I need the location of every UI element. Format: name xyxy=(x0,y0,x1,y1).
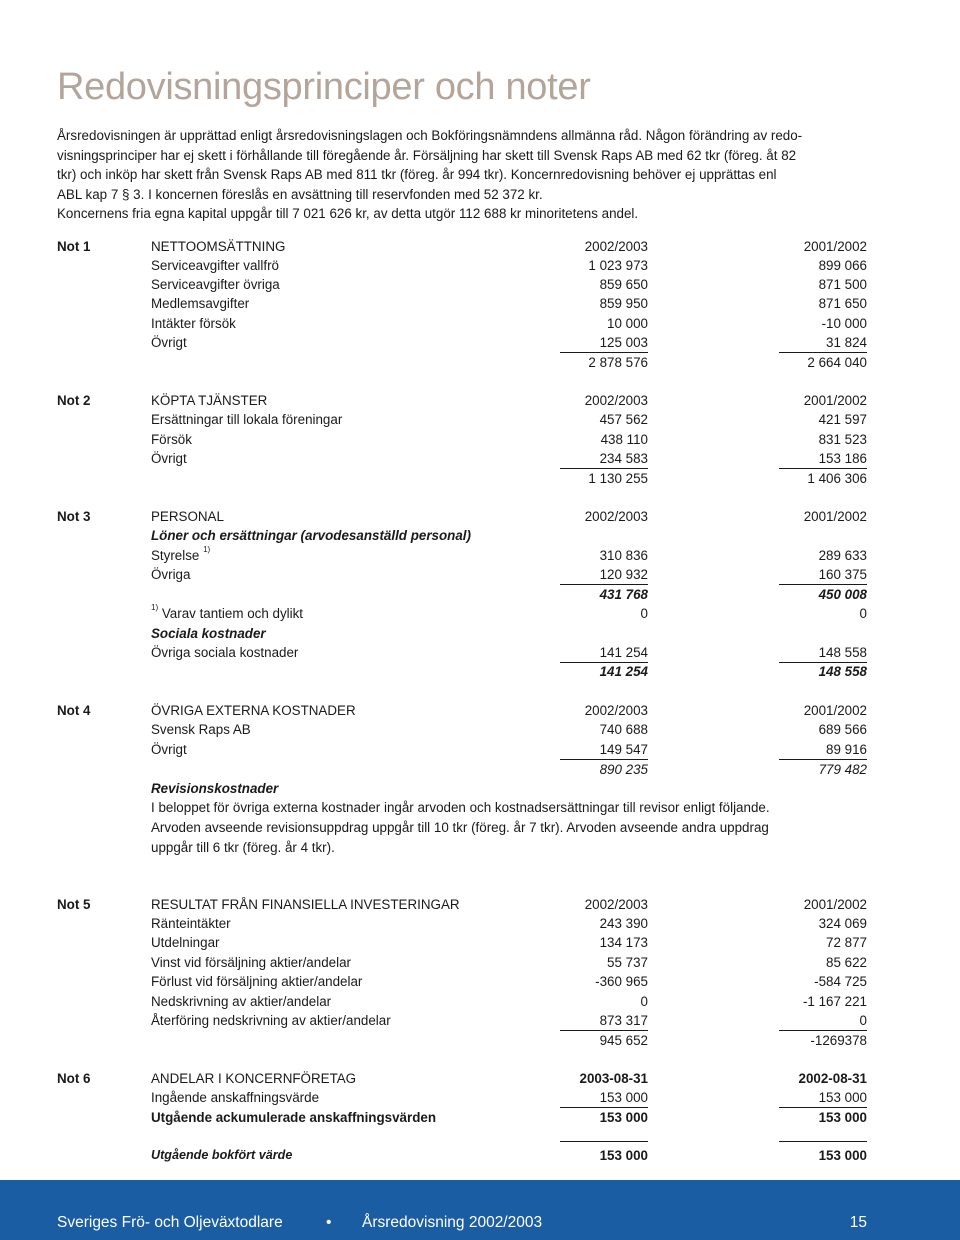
total-previous: -1269378 xyxy=(810,1033,867,1048)
note-5-label: Not 5 xyxy=(57,897,91,912)
value-current: -360 965 xyxy=(595,974,648,989)
total-row xyxy=(151,353,867,373)
table-row xyxy=(151,1108,867,1128)
value-current: 0 xyxy=(640,994,648,1009)
intro-line: ABL kap 7 § 3. I koncernen föreslås en avsättning till reservfonden med 52 372 kr. xyxy=(57,186,543,202)
value-previous: 0 xyxy=(779,1011,867,1031)
value-previous: 153 000 xyxy=(818,1148,867,1163)
row-label: PERSONAL xyxy=(151,509,224,524)
bullet-separator: • xyxy=(326,1214,332,1231)
value-previous: 72 877 xyxy=(826,935,867,950)
row-label: Försök xyxy=(151,432,192,447)
total-previous: 1 406 306 xyxy=(807,471,867,486)
subheading-row xyxy=(151,526,867,546)
table-row xyxy=(151,1011,867,1031)
row-label-text: Styrelse xyxy=(151,548,200,563)
value-previous: -584 725 xyxy=(814,974,867,989)
value-previous: -10 000 xyxy=(821,316,867,331)
year-previous-header: 2001/2002 xyxy=(803,509,867,524)
row-label: ANDELAR I KONCERNFÖRETAG xyxy=(151,1071,357,1086)
note-3-label: Not 3 xyxy=(57,509,91,524)
note-1-label: Not 1 xyxy=(57,239,91,254)
value-previous: 871 500 xyxy=(818,277,867,292)
value-current: 740 688 xyxy=(599,722,648,737)
note-1-header-row xyxy=(151,237,867,257)
value-previous: 153 186 xyxy=(779,449,867,469)
value-current: 141 254 xyxy=(560,643,648,663)
row-label: Nedskrivning av aktier/andelar xyxy=(151,994,332,1009)
note-2-label: Not 2 xyxy=(57,393,91,408)
value-previous: 871 650 xyxy=(818,296,867,311)
value-current: 1 023 973 xyxy=(588,258,648,273)
note-6-label: Not 6 xyxy=(57,1071,91,1086)
row-label: Vinst vid försäljning aktier/andelar xyxy=(151,955,351,970)
subtotal-current: 890 235 xyxy=(599,762,648,777)
date-previous-header: 2002-08-31 xyxy=(798,1071,867,1086)
note-5-header-row xyxy=(151,895,867,915)
value-current: 310 836 xyxy=(599,548,648,563)
value-previous: 85 622 xyxy=(826,955,867,970)
value-current: 457 562 xyxy=(599,412,648,427)
divider-lines xyxy=(151,1141,867,1143)
value-previous: 153 000 xyxy=(779,1088,867,1108)
total-current: 2 878 576 xyxy=(588,355,648,370)
intro-line: visningsprinciper har ej skett i förhållande till föregående år. Försäljning har skett till Svensk Raps AB med 62 tkr (föreg. åt 82 xyxy=(57,147,797,163)
row-label: Övriga xyxy=(151,567,191,582)
footer-organization: Sveriges Frö- och Oljeväxtodlare xyxy=(57,1214,283,1231)
subheading-row xyxy=(151,779,867,799)
footer-bar xyxy=(0,1180,960,1240)
row-label: Övriga sociala kostnader xyxy=(151,645,299,660)
year-previous-header: 2001/2002 xyxy=(803,239,867,254)
row-label: Ingående anskaffningsvärde xyxy=(151,1090,320,1105)
value-previous: 421 597 xyxy=(818,412,867,427)
table-row xyxy=(151,449,867,469)
paragraph-line: I beloppet för övriga externa kostnader ingår arvoden och kostnadsersättningar till revisor enligt följande. xyxy=(151,800,770,815)
value-previous: 160 375 xyxy=(779,565,867,585)
year-previous-header: 2001/2002 xyxy=(803,897,867,912)
value-previous: -1 167 221 xyxy=(802,994,867,1009)
value-previous: 148 558 xyxy=(779,643,867,663)
subtotal-current: 431 768 xyxy=(599,587,648,602)
page-number: 15 xyxy=(849,1214,867,1231)
row-label: Medlemsavgifter xyxy=(151,296,250,311)
row-label: KÖPTA TJÄNSTER xyxy=(151,393,268,408)
value-previous: 289 633 xyxy=(818,548,867,563)
value-previous: 89 916 xyxy=(779,740,867,760)
row-label: Utgående bokfört värde xyxy=(151,1148,293,1162)
table-row xyxy=(151,314,867,334)
row-label: Utgående ackumulerade anskaffningsvärden xyxy=(151,1110,437,1125)
row-label: NETTOOMSÄTTNING xyxy=(151,239,286,254)
table-row xyxy=(151,333,867,353)
row-label: Förlust vid försäljning aktier/andelar xyxy=(151,974,363,989)
note-4-header-row xyxy=(151,701,867,721)
subtotal-row xyxy=(151,760,867,780)
row-label: Övrigt xyxy=(151,742,187,757)
note-6-header-row xyxy=(151,1069,867,1089)
table-row xyxy=(151,972,867,992)
row-label xyxy=(151,604,303,624)
table-row xyxy=(151,294,867,314)
year-previous-header: 2001/2002 xyxy=(803,703,867,718)
subtotal-previous: 779 482 xyxy=(818,762,867,777)
value-current: 55 737 xyxy=(607,955,648,970)
subheading-row xyxy=(151,624,867,644)
value-current: 859 650 xyxy=(599,277,648,292)
table-row xyxy=(151,720,867,740)
subtotal-current: 141 254 xyxy=(599,664,648,679)
subtotal-row xyxy=(151,585,867,605)
row-label: Serviceavgifter övriga xyxy=(151,277,280,292)
intro-line: Koncernens fria egna kapital uppgår till 7 021 626 kr, av detta utgör 112 688 kr minoritetens andel. xyxy=(57,206,639,221)
total-row xyxy=(151,469,867,489)
row-label: Återföring nedskrivning av aktier/andelar xyxy=(151,1013,391,1028)
value-previous: 899 066 xyxy=(818,258,867,273)
section-subheading: Revisionskostnader xyxy=(151,781,279,796)
row-label xyxy=(151,546,210,566)
value-previous: 153 000 xyxy=(818,1110,867,1125)
year-current-header: 2002/2003 xyxy=(584,897,648,912)
value-current: 125 003 xyxy=(560,333,648,353)
table-row xyxy=(151,546,867,566)
table-row xyxy=(151,275,867,295)
intro-line: tkr) och inköp har skett från Svensk Raps AB med 811 tkr (föreg. år 994 tkr). Koncernredovisning behöver ej upprättas enl xyxy=(57,167,777,182)
subtotal-previous: 450 008 xyxy=(818,587,867,602)
total-previous: 2 664 040 xyxy=(807,355,867,370)
value-current: 0 xyxy=(640,606,648,621)
value-current: 873 317 xyxy=(560,1011,648,1031)
row-label: Övrigt xyxy=(151,451,187,466)
value-previous: 831 523 xyxy=(818,432,867,447)
table-row xyxy=(151,256,867,276)
footer-report-title: Årsredovisning 2002/2003 xyxy=(362,1214,543,1231)
paragraph-line: uppgår till 6 tkr (föreg. år 4 tkr). xyxy=(151,840,335,855)
page-title: Redovisningsprinciper och noter xyxy=(57,66,591,108)
total-current: 1 130 255 xyxy=(588,471,648,486)
year-previous-header: 2001/2002 xyxy=(803,393,867,408)
table-row xyxy=(151,1088,867,1108)
value-current: 149 547 xyxy=(560,740,648,760)
footnote-mark: 1) xyxy=(151,603,159,612)
table-row xyxy=(151,410,867,430)
revision-paragraph xyxy=(151,798,871,858)
total-current: 945 652 xyxy=(599,1033,648,1048)
table-row xyxy=(151,604,867,624)
year-current-header: 2002/2003 xyxy=(584,509,648,524)
value-current: 120 932 xyxy=(560,565,648,585)
value-current: 438 110 xyxy=(600,432,648,447)
note-3-header-row xyxy=(151,507,867,527)
footnote-mark: 1) xyxy=(203,545,211,554)
value-current: 153 000 xyxy=(599,1148,648,1163)
table-row xyxy=(151,1146,867,1166)
row-label: Serviceavgifter vallfrö xyxy=(151,258,280,273)
value-previous: 31 824 xyxy=(779,333,867,353)
value-previous: 324 069 xyxy=(818,916,867,931)
value-current: 153 000 xyxy=(560,1088,648,1108)
value-previous: 689 566 xyxy=(818,722,867,737)
table-row xyxy=(151,430,867,450)
note-2-header-row xyxy=(151,391,867,411)
row-label: Övrigt xyxy=(151,335,187,350)
value-current: 243 390 xyxy=(599,916,648,931)
note-4-label: Not 4 xyxy=(57,703,91,718)
subtotal-row xyxy=(151,662,867,682)
date-current-header: 2003-08-31 xyxy=(579,1071,648,1086)
year-current-header: 2002/2003 xyxy=(584,239,648,254)
row-label: Utdelningar xyxy=(151,935,220,950)
subtotal-previous: 148 558 xyxy=(818,664,867,679)
row-label: RESULTAT FRÅN FINANSIELLA INVESTERINGAR xyxy=(151,897,460,912)
value-current: 10 000 xyxy=(607,316,648,331)
table-row xyxy=(151,914,867,934)
table-row xyxy=(151,953,867,973)
row-label: Svensk Raps AB xyxy=(151,722,251,737)
divider xyxy=(560,1141,648,1142)
year-current-header: 2002/2003 xyxy=(584,703,648,718)
year-current-header: 2002/2003 xyxy=(584,393,648,408)
section-subheading: Sociala kostnader xyxy=(151,626,266,641)
value-previous: 0 xyxy=(859,606,867,621)
table-row xyxy=(151,992,867,1012)
total-row xyxy=(151,1031,867,1051)
row-label: Ersättningar till lokala föreningar xyxy=(151,412,343,427)
row-label: Intäkter försök xyxy=(151,316,236,331)
paragraph-line: Arvoden avseende revisionsuppdrag uppgår till 10 tkr (föreg. år 7 tkr). Arvoden avseende andra uppdrag xyxy=(151,820,769,835)
value-current: 153 000 xyxy=(599,1110,648,1125)
table-row xyxy=(151,643,867,663)
intro-line: Årsredovisningen är upprättad enligt årsredovisningslagen och Bokföringsnämndens allmänna råd. Någon förändring av redo- xyxy=(57,128,803,143)
intro-paragraph xyxy=(57,126,877,224)
row-label-text: Varav tantiem och dylikt xyxy=(161,606,304,621)
value-current: 234 583 xyxy=(560,449,648,469)
section-subheading: Löner och ersättningar (arvodesanställd personal) xyxy=(151,528,471,543)
value-current: 859 950 xyxy=(599,296,648,311)
row-label: ÖVRIGA EXTERNA KOSTNADER xyxy=(151,703,356,718)
table-row xyxy=(151,740,867,760)
table-row xyxy=(151,933,867,953)
row-label: Ränteintäkter xyxy=(151,916,231,931)
table-row xyxy=(151,565,867,585)
divider xyxy=(779,1141,867,1142)
value-current: 134 173 xyxy=(599,935,648,950)
